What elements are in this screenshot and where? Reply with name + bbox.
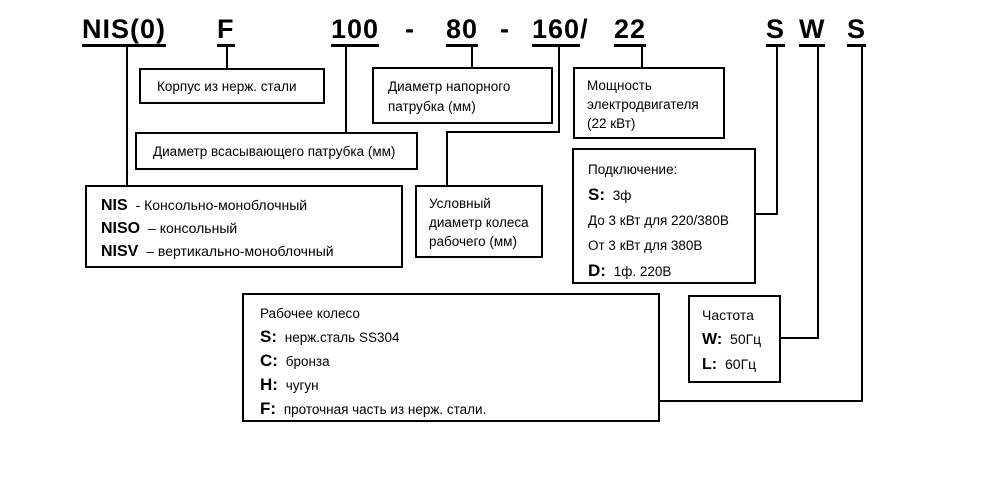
impeller-code: C: [260,351,278,370]
code-housing: F [217,15,235,47]
impeller-item-s [260,325,658,349]
series-code: NISO [101,220,141,237]
frequency-title: Частота [702,307,754,323]
series-item-nisv [101,240,401,263]
connector-impeller-diameter-line-vertical [558,46,560,133]
code-impeller-diameter: 160 [532,15,580,47]
connection-code-d: D: [588,261,606,280]
impeller-desc: проточная часть из нерж. стали. [283,402,487,417]
series-legend-box [85,185,403,268]
connector-discharge-line [471,46,473,69]
frequency-legend-box [688,295,781,383]
connection-note1: До 3 кВт для 220/380В [588,213,729,228]
power-label-line2: электродвигателя [587,97,699,112]
connector-frequency-line-horizontal [780,337,819,339]
impeller-diameter-callout-box [415,185,543,258]
connection-legend-box [572,148,756,284]
code-dash: - [500,14,510,44]
frequency-desc: 50Гц [730,331,762,347]
frequency-desc: 60Гц [725,356,757,372]
code-connection: S [766,15,785,47]
series-code: NIS [101,197,128,214]
connection-title: Подключение: [588,162,678,177]
housing-callout-box [139,68,325,104]
code-motor-power: 22 [614,15,646,47]
impeller-diameter-line3: рабочего (мм) [429,234,517,249]
series-item-niso [101,217,401,240]
connector-impeller-diameter-line-drop [446,131,448,187]
code-discharge-diameter: 80 [446,15,478,47]
code-slash: / [580,14,589,44]
impeller-material-legend-box [242,293,660,422]
frequency-code: W: [702,331,723,348]
impeller-desc: нерж.сталь SS304 [284,330,400,345]
connector-connection-line-vertical [776,46,778,215]
suction-label: Диаметр всасывающего патрубка (мм) [153,143,396,159]
impeller-code: H: [260,375,278,394]
connection-d-row [588,258,754,284]
discharge-diameter-callout-box [372,67,553,124]
impeller-desc: чугун [285,378,319,393]
impeller-code: S: [260,327,277,346]
discharge-label-line1: Диаметр напорного [388,79,511,94]
suction-diameter-callout-box [135,132,418,170]
power-label-line1: Мощность [587,78,652,93]
code-frequency: W [799,15,825,47]
series-item-nis [101,194,401,217]
motor-power-callout-box [573,67,725,139]
connector-housing-line [226,46,228,70]
impeller-diameter-line1: Условный [429,196,491,211]
impeller-code: F: [260,399,277,418]
impeller-diameter-line2: диаметр колеса [429,215,529,230]
connector-connection-line-horizontal [756,213,778,215]
connector-impeller-diameter-line-horizontal [446,131,560,133]
connection-desc-s: 3ф [612,188,632,203]
connection-note2: От 3 кВт для 380В [588,238,703,253]
series-desc: - Консольно-моноблочный [135,197,308,213]
housing-label: Корпус из нерж. стали [157,78,297,94]
frequency-item-l [702,352,779,377]
connection-code-s: S: [588,185,605,204]
frequency-item-w [702,327,779,352]
impeller-item-f [260,397,658,421]
connection-s-row [588,182,754,208]
impeller-title: Рабочее колесо [260,306,360,321]
power-label-line3: (22 кВт) [587,116,636,131]
code-dash: - [405,14,415,44]
impeller-item-h [260,373,658,397]
code-impeller-material: S [847,15,866,47]
code-impeller-diameter-group [532,15,589,47]
discharge-label-line2: патрубка (мм) [388,99,476,114]
connector-suction-line [345,46,347,134]
frequency-code: L: [702,356,718,373]
impeller-item-c [260,349,658,373]
series-code: NISV [101,243,139,260]
connection-desc-d: 1ф. 220В [613,264,672,279]
connector-frequency-line-vertical [817,46,819,339]
code-series: NIS(0) [82,15,166,47]
impeller-desc: бронза [285,354,330,369]
code-suction-diameter: 100 [331,15,379,47]
connector-motor-power-line [641,46,643,69]
connector-impeller-material-line-vertical [861,46,863,402]
series-desc: – консольный [148,220,238,236]
connector-impeller-material-line-horizontal [659,400,863,402]
connector-series-line [126,46,128,187]
series-desc: – вертикально-моноблочный [146,243,334,259]
